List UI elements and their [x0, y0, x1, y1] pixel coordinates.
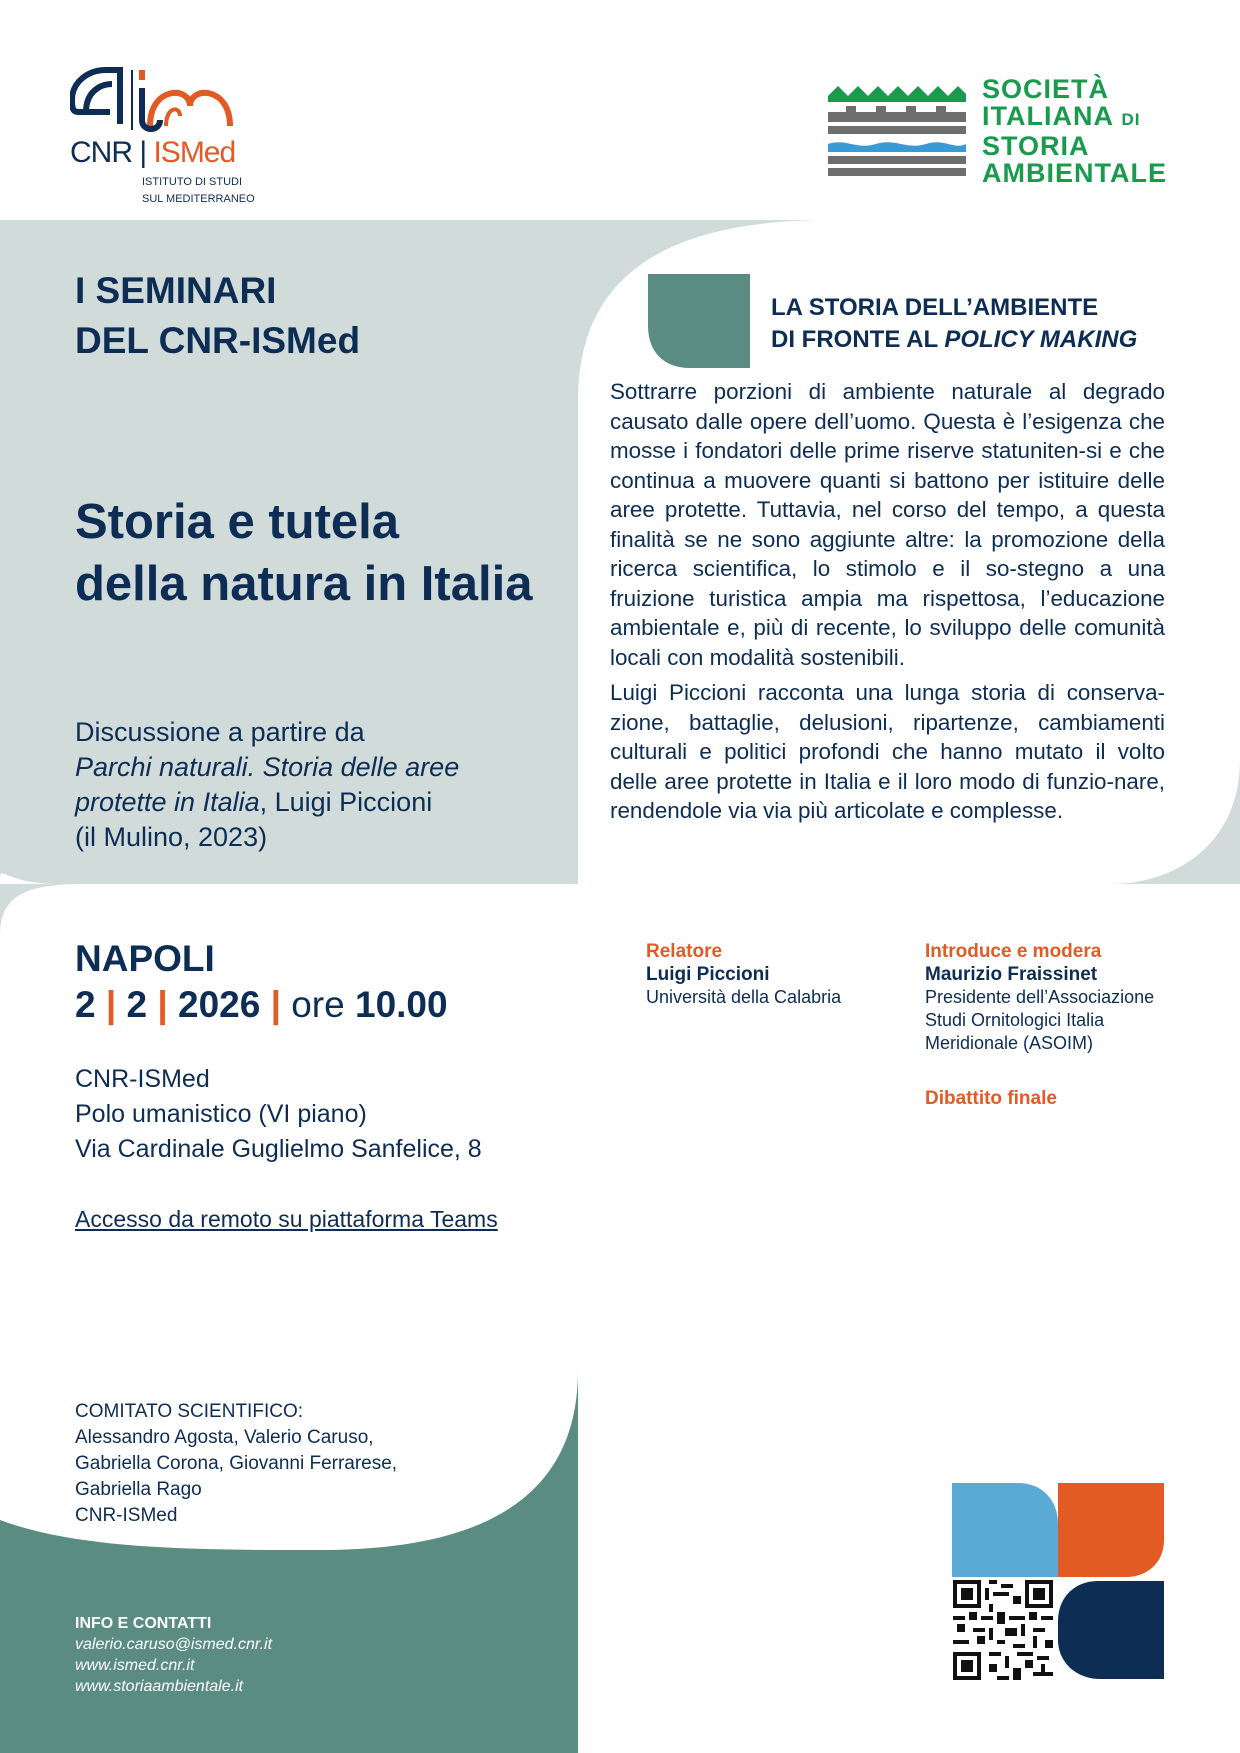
- remote-access-link[interactable]: Accesso da remoto su piattaforma Teams: [75, 1206, 498, 1232]
- event-time: 10.00: [355, 984, 448, 1025]
- deco-orange-leaf: [1058, 1483, 1164, 1577]
- contacts: [75, 1613, 272, 1697]
- event-year: 2026: [178, 984, 261, 1025]
- deco-blue-leaf: [952, 1483, 1058, 1577]
- speaker-name: Luigi Piccioni: [646, 964, 770, 985]
- abstract-body: [610, 377, 1165, 832]
- event-time-prefix: ore: [291, 984, 345, 1025]
- sisa-line3: STORIA: [982, 131, 1090, 161]
- contact-email-link[interactable]: valerio.caruso@ismed.cnr.it: [75, 1636, 273, 1653]
- book-publisher: (il Mulino, 2023): [75, 822, 268, 852]
- seminar-title-line1: Storia e tutela: [75, 495, 400, 549]
- event-details: [75, 936, 448, 1028]
- closing-debate: Dibattito finale: [925, 1088, 1057, 1109]
- abstract-title-line1: LA STORIA DELL’AMBIENTE: [771, 294, 1099, 321]
- date-separator: |: [105, 984, 117, 1025]
- deco-navy-leaf: [1058, 1581, 1164, 1679]
- committee-line4: CNR-ISMed: [75, 1505, 178, 1526]
- sisa-line1: SOCIETÀ: [982, 74, 1110, 104]
- series-title: [75, 266, 360, 366]
- teal-leaf: [648, 274, 750, 368]
- sisa-logo[interactable]: [826, 76, 1166, 186]
- ismed-name: ISMed: [153, 136, 236, 169]
- venue-line3: Via Cardinale Guglielmo Sanfelice, 8: [75, 1135, 482, 1163]
- moderator-name: Maurizio Fraissinet: [925, 964, 1098, 985]
- book-author: , Luigi Piccioni: [259, 787, 433, 817]
- qr-code-icon[interactable]: [952, 1580, 1054, 1680]
- speaker-role: Relatore: [646, 941, 723, 962]
- venue-line2: Polo umanistico (VI piano): [75, 1100, 367, 1128]
- abstract-paragraph-2: Luigi Piccioni racconta una lunga storia di conserva-zione, battaglie, delusioni, ripartenze, cambiamenti culturali e politici profondi che hanno mutato il volto delle aree protette in Italia e il loro modo di funzio-nare, rendendole via via più articolate e complesse.: [610, 680, 1165, 823]
- moderator-aff-line2: Studi Ornitologici Italia: [925, 1010, 1105, 1030]
- ismed-website-link[interactable]: www.ismed.cnr.it: [75, 1657, 195, 1674]
- seminar-title-line2: della natura in Italia: [75, 557, 533, 611]
- moderator-block: [925, 940, 1154, 1110]
- venue-line1: CNR-ISMed: [75, 1065, 210, 1093]
- cnr-ismed-logo[interactable]: CNR | ISMed ISTITUTO DI STUDI SUL MEDITERRANEO: [70, 66, 260, 216]
- event-date: [75, 982, 448, 1028]
- committee-line2: Gabriella Corona, Giovanni Ferrarese,: [75, 1453, 398, 1474]
- cnr-subtitle-line2: SUL MEDITERRANEO: [142, 193, 255, 205]
- moderator-role: Introduce e modera: [925, 941, 1102, 962]
- book-reference: [75, 715, 555, 855]
- event-city: NAPOLI: [75, 938, 215, 979]
- cnr-acronym: CNR: [70, 136, 132, 169]
- book-title-line2: protette in Italia: [75, 787, 260, 817]
- sisa-line2-suffix: DI: [1121, 110, 1141, 129]
- abstract-title-line2-prefix: DI FRONTE AL: [771, 326, 945, 353]
- moderator-aff-line3: Meridionale (ASOIM): [925, 1033, 1094, 1053]
- sisa-line4: AMBIENTALE: [982, 158, 1167, 188]
- event-venue: [75, 1062, 482, 1167]
- book-intro: Discussione a partire da: [75, 717, 365, 747]
- date-separator: |: [157, 984, 168, 1025]
- moderator-aff-line1: Presidente dell’Associazione: [925, 987, 1155, 1007]
- cnr-subtitle-line1: ISTITUTO DI STUDI: [142, 176, 243, 188]
- series-title-line1: I SEMINARI: [75, 270, 277, 311]
- sisa-website-link[interactable]: www.storiaambientale.it: [75, 1678, 244, 1695]
- abstract-paragraph-1: Sottrarre porzioni di ambiente naturale al degrado causato dalle opere dell’uomo. Questa è l’esigenza che mosse i fondatori delle prime riserve statuniten-si e che continua a muovere quanti si battono per istituire delle aree protette. Tuttavia, nel corso del tempo, a questa finalità se ne sono aggiunte altre: la promozione della ricerca scientifica, lo stimolo e il so-stegno a una fruizione turistica ampia ma rispettosa, l’educazione ambientale e, più di recente, lo sviluppo delle comunità locali con modalità sostenibili.: [610, 379, 1165, 670]
- sisa-line2: ITALIANA: [982, 101, 1113, 131]
- abstract-title: [771, 292, 1137, 356]
- speaker-affiliation: Università della Calabria: [646, 987, 842, 1007]
- committee-line3: Gabriella Rago: [75, 1479, 202, 1500]
- date-separator: |: [270, 984, 281, 1025]
- sisa-mark-icon: [826, 80, 968, 180]
- series-title-line2: DEL CNR-ISMed: [75, 320, 361, 361]
- event-month: 2: [126, 984, 148, 1025]
- seminar-title: [75, 491, 532, 615]
- book-title-line1: Parchi naturali. Storia delle aree: [75, 752, 460, 782]
- event-day: 2: [75, 984, 96, 1025]
- committee-line1: Alessandro Agosta, Valerio Caruso,: [75, 1427, 374, 1448]
- committee-heading: COMITATO SCIENTIFICO:: [75, 1401, 303, 1422]
- cnr-logo-mark-icon: [70, 66, 260, 146]
- abstract-title-line2-italic: POLICY MAKING: [944, 326, 1138, 353]
- speaker-block: [646, 940, 841, 1009]
- scientific-committee: [75, 1399, 397, 1529]
- gray-curve-bottom: [0, 884, 80, 935]
- contacts-heading: INFO E CONTATTI: [75, 1615, 212, 1632]
